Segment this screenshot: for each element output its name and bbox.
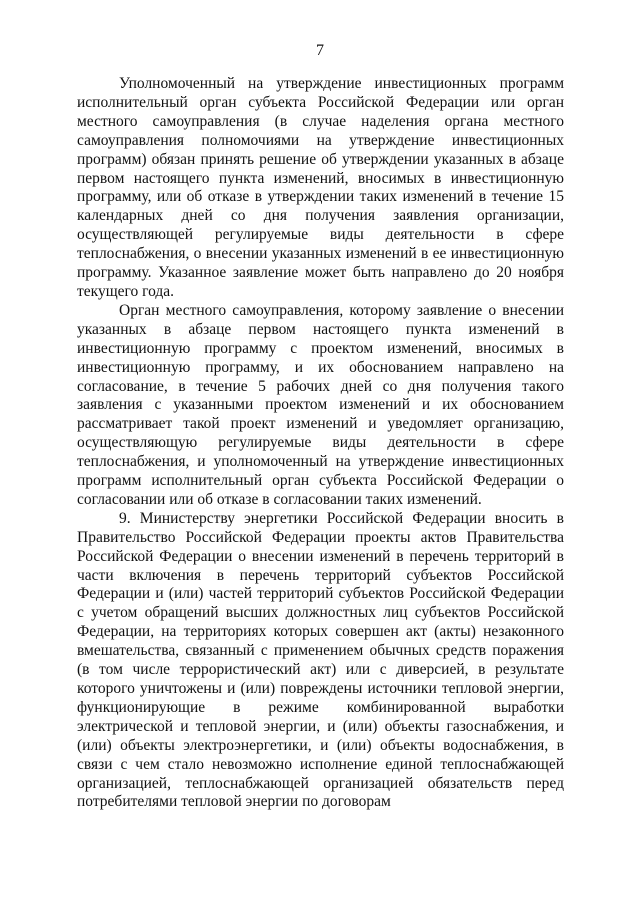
paragraph-approval-deadline: Уполномоченный на утверждение инвестиционных программ исполнительный орган субъекта Российской Федерации или орган местного самоуправления (в случае наделения органа местного самоуправления полномочиями на утверждение инвестиционных программ) обязан принять решение об утверждении указанных в абзаце первом настоящего пункта изменений, вносимых в инвестиционную программу, или об отказе в утверждении таких изменений в течение 15 календарных дней со дня получения заявления организации, осуществляющей регулируемые виды деятельности в сфере теплоснабжения, о внесении указанных изменений в ее инвестиционную программу. Указанное заявление может быть направлено до 20 ноября текущего года. — [77, 75, 564, 300]
paragraph-local-government-approval: Орган местного самоуправления, которому заявление о внесении указанных в абзаце первом настоящего пункта изменений в инвестиционную программу с проектом изменений, вносимых в инвестиционную программу, и их обоснованием направлено на согласование, в течение 5 рабочих дней со дня получения такого заявления с указанными проектом изменений и их обоснованием рассматривает такой проект изменений и уведомляет организацию, осуществляющую регулируемые виды деятельности в сфере теплоснабжения, и уполномоченный на утверждение инвестиционных программ исполнительный орган субъекта Российской Федерации о согласовании или об отказе в согласовании таких изменений. — [77, 301, 564, 508]
document-body — [77, 75, 564, 812]
paragraph-item-9-ministry-of-energy: 9. Министерству энергетики Российской Федерации вносить в Правительство Российской Федерации проекты актов Правительства Российской Федерации о внесении изменений в перечень территорий в части включения в перечень территорий субъектов Российской Федерации и (или) частей территорий субъектов Российской Федерации с учетом обращений высших должностных лиц субъектов Российской Федерации, на территориях которых совершен акт (акты) незаконного вмешательства, связанный с применением обычных средств поражения (в том числе террористический акт) или с диверсией, в результате которого уничтожены и (или) повреждены источники тепловой энергии, функционирующие в режиме комбинированной выработки электрической и тепловой энергии, и (или) объекты газоснабжения, и (или) объекты электроэнергетики, и (или) объекты водоснабжения, в связи с чем стало невозможно исполнение единой теплоснабжающей организацией, теплоснабжающей организацией обязательств перед потребителями тепловой энергии по договорам — [77, 509, 564, 811]
page-number: 7 — [316, 42, 324, 59]
